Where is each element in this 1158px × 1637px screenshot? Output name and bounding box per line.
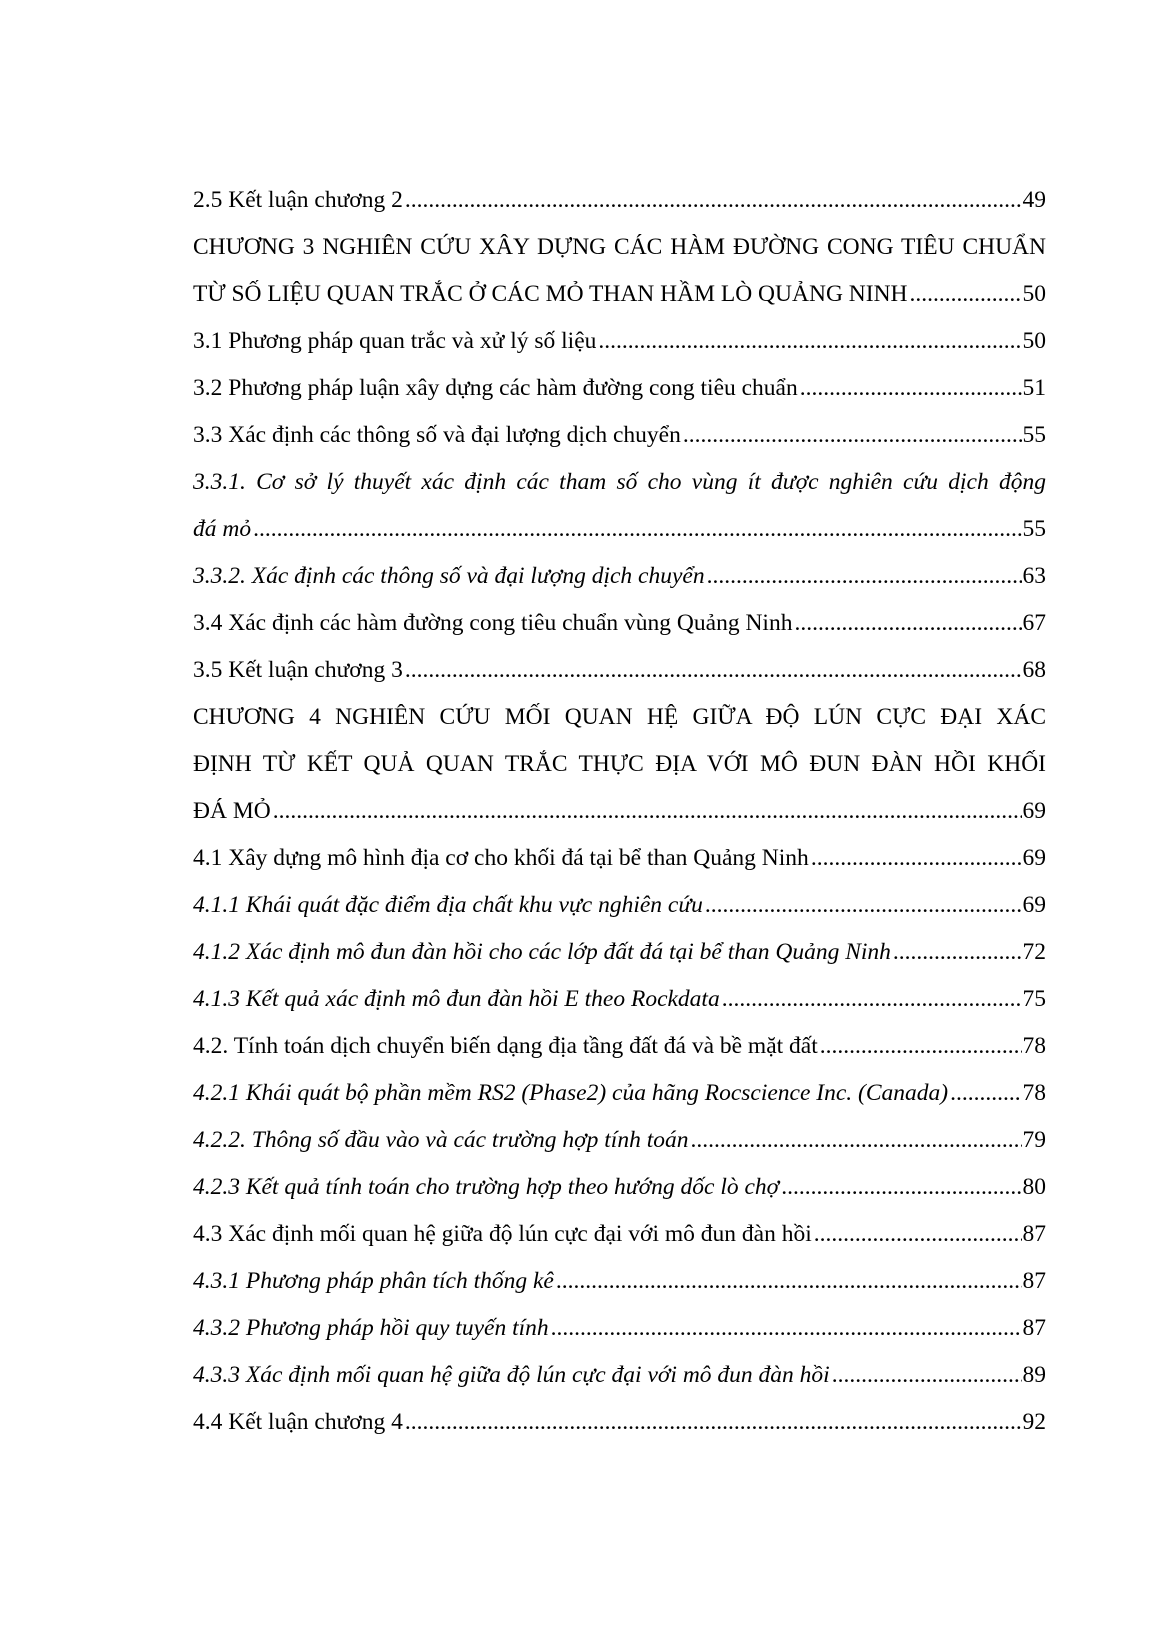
toc-leader-dots [690, 1125, 1021, 1155]
table-of-contents [193, 185, 1046, 1454]
toc-page-number: 67 [1022, 610, 1046, 636]
toc-entry-title: 4.3.3 Xác định mối quan hệ giữa độ lún cực đại với mô đun đàn hồi [193, 1362, 830, 1388]
toc-entry[interactable] [193, 1266, 1046, 1313]
toc-entry-title: 4.2. Tính toán dịch chuyển biến dạng địa tầng đất đá và bề mặt đất [193, 1033, 818, 1059]
toc-entry[interactable] [193, 467, 1046, 514]
toc-page-number: 87 [1022, 1221, 1046, 1247]
toc-leader-dots [794, 608, 1021, 638]
toc-leader-dots [253, 514, 1021, 544]
toc-entry[interactable] [193, 1172, 1046, 1219]
toc-entry-title: 4.3.1 Phương pháp phân tích thống kê [193, 1268, 554, 1294]
toc-entry-title: đá mỏ [193, 516, 252, 542]
toc-leader-dots [950, 1078, 1021, 1108]
toc-page-number: 78 [1022, 1033, 1046, 1059]
toc-entry[interactable] [193, 1031, 1046, 1078]
toc-entry[interactable] [193, 420, 1046, 467]
toc-leader-dots [405, 1407, 1022, 1437]
toc-entry-title: 3.3.2. Xác định các thông số và đại lượng dịch chuyển [193, 563, 705, 589]
toc-page-number: 87 [1022, 1315, 1046, 1341]
toc-entry[interactable] [193, 1078, 1046, 1125]
toc-leader-dots [273, 796, 1022, 826]
toc-page-number: 50 [1022, 281, 1046, 307]
toc-entry-title: 3.1 Phương pháp quan trắc và xử lý số liệu [193, 328, 597, 354]
toc-page-number: 50 [1022, 328, 1046, 354]
toc-page-number: 87 [1022, 1268, 1046, 1294]
toc-leader-dots [707, 561, 1022, 591]
toc-page-number: 79 [1022, 1127, 1046, 1153]
toc-entry[interactable] [193, 373, 1046, 420]
toc-entry[interactable] [193, 937, 1046, 984]
toc-leader-dots [556, 1266, 1022, 1296]
toc-leader-dots [893, 937, 1022, 967]
toc-entry[interactable] [193, 232, 1046, 279]
toc-page-number: 89 [1022, 1362, 1046, 1388]
toc-chapter-heading-line: CHƯƠNG 3 NGHIÊN CỨU XÂY DỰNG CÁC HÀM ĐƯỜNG CONG TIÊU CHUẨN [193, 234, 1046, 260]
toc-leader-dots [683, 420, 1022, 450]
toc-entry-title: 4.1 Xây dựng mô hình địa cơ cho khối đá tại bể than Quảng Ninh [193, 845, 809, 871]
toc-chapter-heading-line: ĐỊNH TỪ KẾT QUẢ QUAN TRẮC THỰC ĐỊA VỚI MÔ ĐUN ĐÀN HỒI KHỐI [193, 751, 1046, 777]
toc-entry-title: 4.2.3 Kết quả tính toán cho trường hợp theo hướng dốc lò chợ [193, 1174, 780, 1200]
toc-page-number: 78 [1022, 1080, 1046, 1106]
toc-entry[interactable] [193, 514, 1046, 561]
toc-entry[interactable] [193, 326, 1046, 373]
toc-entry[interactable] [193, 1219, 1046, 1266]
toc-entry-title: 4.1.1 Khái quát đặc điểm địa chất khu vực nghiên cứu [193, 892, 703, 918]
toc-entry-title: 4.3.2 Phương pháp hồi quy tuyến tính [193, 1315, 549, 1341]
toc-page-number: 69 [1022, 798, 1046, 824]
toc-entry-title: 4.2.1 Khái quát bộ phần mềm RS2 (Phase2) của hãng Rocscience Inc. (Canada) [193, 1080, 949, 1106]
toc-leader-dots [811, 843, 1022, 873]
toc-entry[interactable] [193, 279, 1046, 326]
toc-page-number: 80 [1022, 1174, 1046, 1200]
toc-subsection-heading-line: 3.3.1. Cơ sở lý thuyết xác định các tham số cho vùng ít được nghiên cứu dịch động [193, 469, 1046, 495]
toc-leader-dots [598, 326, 1021, 356]
toc-entry[interactable] [193, 796, 1046, 843]
toc-entry[interactable] [193, 655, 1046, 702]
toc-entry[interactable] [193, 843, 1046, 890]
toc-page-number: 55 [1022, 516, 1046, 542]
toc-entry[interactable] [193, 984, 1046, 1031]
toc-leader-dots [814, 1219, 1022, 1249]
toc-entry[interactable] [193, 561, 1046, 608]
toc-leader-dots [551, 1313, 1022, 1343]
toc-page-number: 69 [1022, 892, 1046, 918]
toc-entry-title: TỪ SỐ LIỆU QUAN TRẮC Ở CÁC MỎ THAN HẦM LÒ QUẢNG NINH [193, 281, 908, 307]
toc-page-number: 72 [1022, 939, 1046, 965]
toc-entry-title: 3.2 Phương pháp luận xây dựng các hàm đường cong tiêu chuẩn [193, 375, 798, 401]
toc-leader-dots [832, 1360, 1022, 1390]
toc-leader-dots [820, 1031, 1022, 1061]
toc-entry-title: 3.4 Xác định các hàm đường cong tiêu chuẩn vùng Quảng Ninh [193, 610, 793, 636]
toc-page-number: 69 [1022, 845, 1046, 871]
toc-entry-title: 4.1.3 Kết quả xác định mô đun đàn hồi E theo Rockdata [193, 986, 720, 1012]
toc-entry-title: 3.3 Xác định các thông số và đại lượng dịch chuyển [193, 422, 681, 448]
toc-leader-dots [405, 185, 1022, 215]
toc-leader-dots [910, 279, 1022, 309]
toc-entry[interactable] [193, 749, 1046, 796]
toc-page-number: 75 [1022, 986, 1046, 1012]
toc-leader-dots [800, 373, 1022, 403]
toc-entry[interactable] [193, 1313, 1046, 1360]
toc-entry-title: 2.5 Kết luận chương 2 [193, 187, 403, 213]
toc-entry-title: 4.2.2. Thông số đầu vào và các trường hợp tính toán [193, 1127, 689, 1153]
toc-entry[interactable] [193, 1407, 1046, 1454]
toc-entry-title: 4.4 Kết luận chương 4 [193, 1409, 403, 1435]
toc-page-number: 51 [1022, 375, 1046, 401]
toc-entry-title: ĐÁ MỎ [193, 798, 271, 824]
toc-leader-dots [722, 984, 1022, 1014]
toc-entry-title: 4.1.2 Xác định mô đun đàn hồi cho các lớp đất đá tại bể than Quảng Ninh [193, 939, 891, 965]
toc-page-number: 55 [1022, 422, 1046, 448]
toc-entry[interactable] [193, 1360, 1046, 1407]
toc-page-number: 68 [1022, 657, 1046, 683]
toc-entry[interactable] [193, 1125, 1046, 1172]
toc-page-number: 49 [1022, 187, 1046, 213]
toc-leader-dots [781, 1172, 1021, 1202]
toc-entry[interactable] [193, 185, 1046, 232]
toc-leader-dots [705, 890, 1022, 920]
toc-entry-title: 4.3 Xác định mối quan hệ giữa độ lún cực đại với mô đun đàn hồi [193, 1221, 812, 1247]
toc-page-number: 63 [1022, 563, 1046, 589]
toc-entry[interactable] [193, 608, 1046, 655]
toc-chapter-heading-line: CHƯƠNG 4 NGHIÊN CỨU MỐI QUAN HỆ GIỮA ĐỘ LÚN CỰC ĐẠI XÁC [193, 704, 1046, 730]
toc-page-number: 92 [1022, 1409, 1046, 1435]
toc-entry-title: 3.5 Kết luận chương 3 [193, 657, 403, 683]
toc-leader-dots [405, 655, 1022, 685]
toc-entry[interactable] [193, 890, 1046, 937]
toc-entry[interactable] [193, 702, 1046, 749]
